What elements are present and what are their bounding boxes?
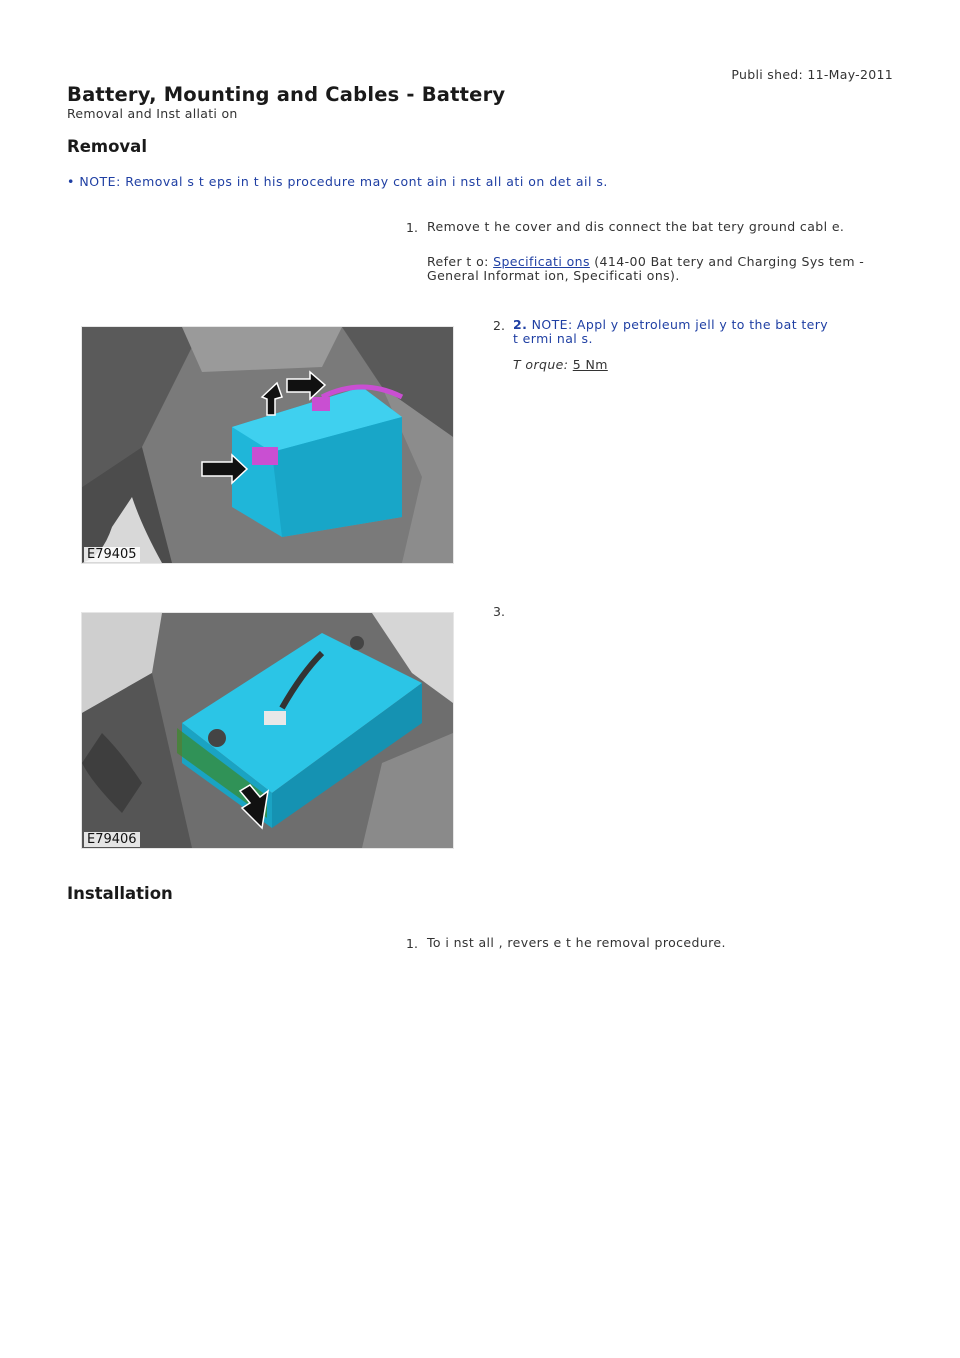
step-2-torque	[513, 358, 608, 372]
step-2-note-line2: t ermi nal s.	[513, 331, 593, 346]
figure-battery-removal	[81, 612, 454, 849]
step-2-bold-number: 2.	[513, 317, 528, 332]
figure-battery-terminals	[81, 326, 454, 564]
step-1-number: 1.	[406, 220, 418, 235]
figure-label: E79405	[84, 547, 140, 562]
battery-illustration	[82, 327, 453, 563]
battery-removal-illustration	[82, 613, 453, 848]
install-step-1-text: To i nst all , revers e t he removal procedure.	[427, 935, 726, 950]
step-1-text: Remove t he cover and dis connect the bat tery ground cabl e.	[427, 219, 845, 234]
removal-heading: Removal	[67, 137, 147, 156]
specifications-link[interactable]: Specificati ons	[493, 254, 590, 269]
removal-note: • NOTE: Removal s t eps in t his procedure may cont ain i nst all ati on det ail s.	[67, 174, 608, 189]
torque-label: T orque:	[513, 357, 569, 372]
page-subtitle: Removal and Inst allati on	[67, 106, 238, 121]
torque-value: 5 Nm	[572, 357, 608, 372]
step-2-number: 2.	[493, 318, 505, 333]
step-2-note	[513, 318, 853, 346]
refer-suffix: (414-00 Bat tery and Charging Sys tem -	[589, 254, 865, 269]
installation-heading: Installation	[67, 884, 173, 903]
figure-label: E79406	[84, 832, 140, 847]
refer-line2: General Informat ion, Specificati ons).	[427, 268, 680, 283]
refer-prefix: Refer t o:	[427, 254, 494, 269]
step-3-number: 3.	[493, 604, 505, 619]
published-date: Publi shed: 11-May-2011	[731, 67, 893, 82]
page-title: Battery, Mounting and Cables - Battery	[67, 83, 506, 106]
install-step-1-number: 1.	[406, 936, 418, 951]
step-2-note-line1: NOTE: Appl y petroleum jell y to the bat tery	[527, 317, 829, 332]
step-1-reference	[427, 255, 867, 283]
